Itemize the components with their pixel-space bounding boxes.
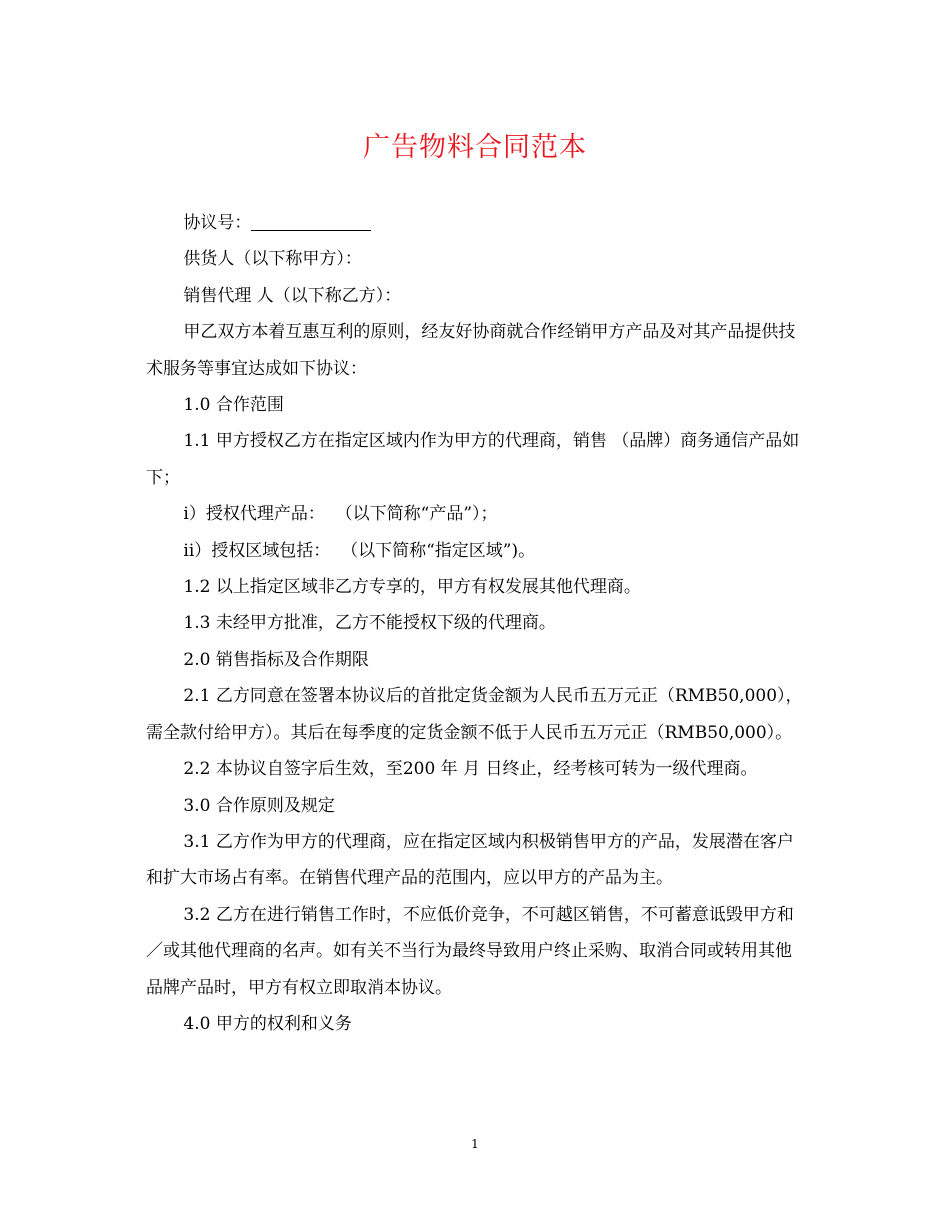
agreement-number-label: 协议号： [183,213,252,233]
paragraph-preamble: 甲乙双方本着互惠互利的原则，经友好协商就合作经销甲方产品及对其产品提供技术服务等事宜达成如下协议： [146,322,796,379]
section-heading-1-0: 1.0 合作范围 [183,395,284,416]
document-title: 广告物料合同范本 [363,132,587,163]
clause-1-3: 1.3 未经甲方批准，乙方不能授权下级的代理商。 [183,613,556,634]
paragraph-supplier: 供货人（以下称甲方）： [183,249,362,270]
agreement-number-line [146,205,806,241]
paragraph-agent: 销售代理 人（以下称乙方）： [183,285,402,306]
agreement-number-blank [251,210,371,231]
clause-1-1-ii: ii）授权区域包括： （以下简称“指定区域”)。 [183,540,536,561]
document-body [146,205,806,1042]
clause-3-1: 3.1 乙方作为甲方的代理商，应在指定区域内积极销售甲方的产品，发展潜在客户和扩大市场占有率。在销售代理产品的范围内，应以甲方的产品为主。 [146,831,794,889]
clause-1-2: 1.2 以上指定区域非乙方专享的，甲方有权发展其他代理商。 [183,577,641,598]
page-number: 1 [471,1137,479,1151]
section-heading-2-0: 2.0 销售指标及合作期限 [183,649,369,670]
section-heading-3-0: 3.0 合作原则及规定 [183,795,335,816]
clause-3-2: 3.2 乙方在进行销售工作时，不应低价竞争，不可越区销售，不可蓄意诋毁甲方和／或其他代理商的名声。如有关不当行为最终导致用户终止采购、取消合同或转用其他品牌产品时，甲方有权立即取消本协议。 [146,904,794,998]
section-heading-4-0: 4.0 甲方的权利和义务 [183,1013,352,1034]
clause-1-1: 1.1 甲方授权乙方在指定区域内作为甲方的代理商，销售 （品牌）商务通信产品如下； [146,431,800,488]
clause-2-2: 2.2 本协议自签字后生效，至200 年 月 日终止，经考核可转为一级代理商。 [183,759,758,780]
clause-1-1-i: i）授权代理产品： （以下简称“产品”）； [183,504,498,525]
clause-2-1: 2.1 乙方同意在签署本协议后的首批定货金额为人民币五万元正（RMB50,000），需全款付给甲方）。其后在每季度的定货金额不低于人民币五万元正（RMB50,000）。 [146,686,803,743]
